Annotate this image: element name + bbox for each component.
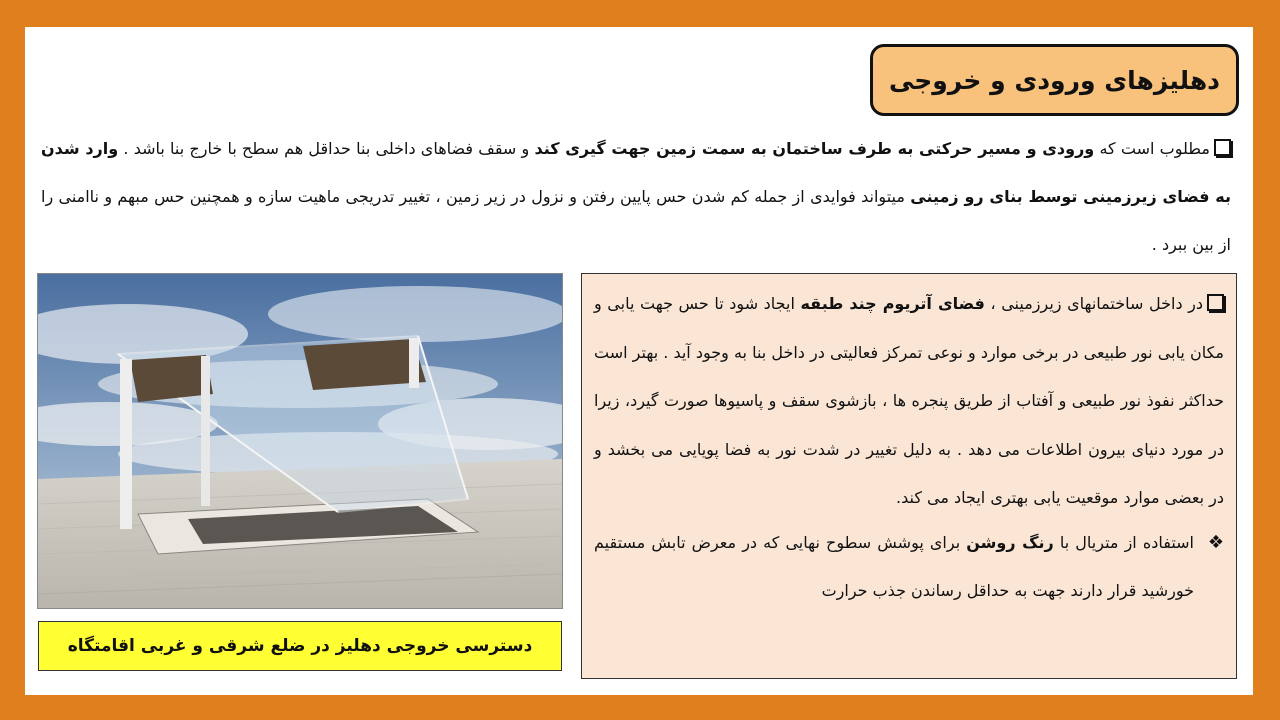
atrium-paragraph bbox=[594, 280, 1224, 523]
intro-text-2: و سقف فضاهای داخلی بنا حداقل هم سطح با خارج بنا باشد . bbox=[118, 139, 535, 158]
material-bold: رنگ روشن bbox=[966, 532, 1054, 552]
intro-text-1: مطلوب است که bbox=[1094, 139, 1210, 158]
slide bbox=[25, 27, 1253, 695]
image-caption-text: دسترسی خروجی دهلیز در ضلع شرقی و غربی اقامتگاه bbox=[67, 636, 533, 656]
slide-title-text: دهلیزهای ورودی و خروجی bbox=[888, 65, 1220, 95]
material-text bbox=[594, 519, 1194, 615]
atrium-bold: فضای آتریوم چند طبقه bbox=[800, 294, 985, 313]
image-caption bbox=[38, 621, 562, 671]
diamond-bullet-icon: ❖ bbox=[1207, 531, 1224, 553]
atrium-text-1: در داخل ساختمانهای زیرزمینی ، bbox=[984, 294, 1203, 313]
intro-bold-2: وارد شدن به فضای زیرزمینی توسط بنای رو زمینی bbox=[41, 139, 1231, 206]
slide-title bbox=[870, 44, 1239, 116]
checkbox-bullet-icon bbox=[1214, 139, 1231, 156]
material-text-2: برای پوشش سطوح نهایی که در معرض تابش مستقیم خورشید قرار دارند جهت به حداقل رساندن جذب حرارت bbox=[594, 532, 1194, 600]
atrium-text-2: ایجاد شود تا حس جهت یابی و مکان یابی نور طبیعی در برخی موارد و نوعی تمرکز فعالیتی در داخل بنا به وجود آید . بهتر است حداکثر نفوذ نور طبیعی و آفتاب از طریق پنجره ها ، بازشوی سقف و پاسیوها صورت گیرد، زیرا در مورد دنیای بیرون اطلاعات می دهد . به دلیل تغییر در شدت نور به فضا پویایی می بخشد و در بعضی موارد موقعیت یابی بهتری ایجاد می کند. bbox=[594, 294, 1224, 507]
atrium-text-box bbox=[581, 273, 1237, 679]
entrance-rendering-image bbox=[37, 273, 563, 609]
material-bullet bbox=[594, 519, 1224, 615]
material-text-1: استفاده از متریال با bbox=[1053, 532, 1195, 552]
intro-paragraph bbox=[41, 125, 1231, 269]
checkbox-bullet-icon bbox=[1207, 294, 1224, 311]
intro-bold-1: ورودی و مسیر حرکتی به طرف ساختمان به سمت زمین جهت گیری کند bbox=[534, 139, 1095, 158]
intro-text-3: میتواند فوایدی از جمله کم شدن حس پایین رفتن و نزول در زیر زمین ، تغییر تدریجی ماهیت سازه و همچنین حس مبهم و ناامنی را از بین ببرد . bbox=[41, 187, 1231, 254]
